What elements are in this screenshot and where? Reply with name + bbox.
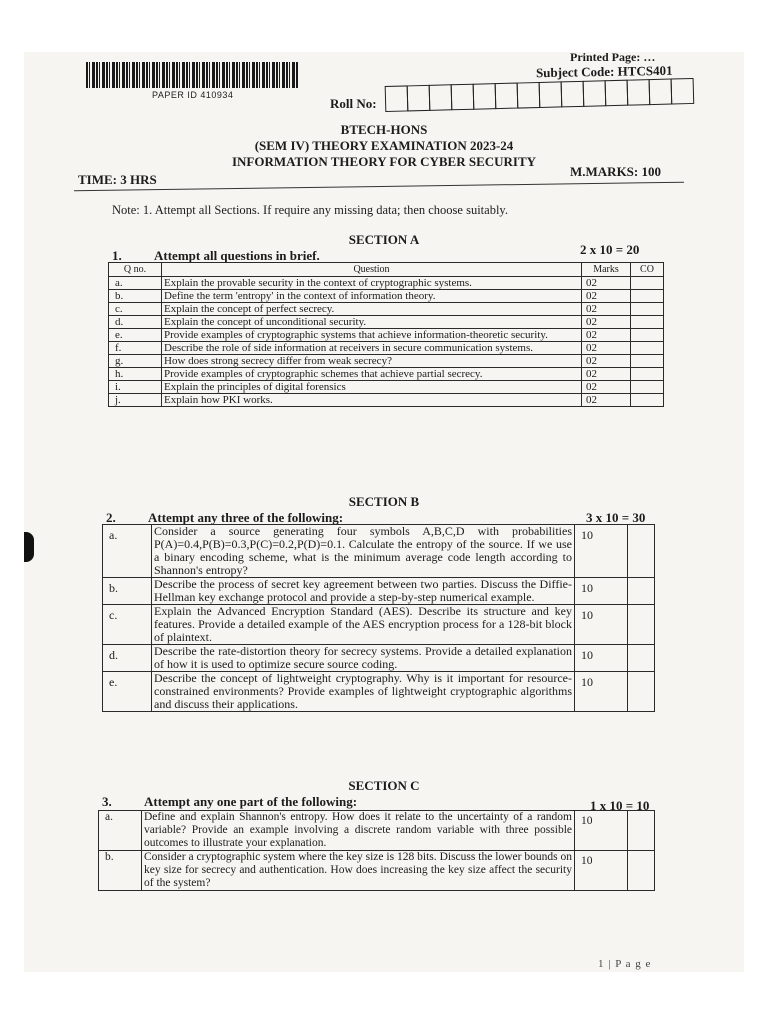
question: How does strong secrecy differ from weak secrecy? [162, 355, 582, 368]
col-qno: Q no. [109, 263, 162, 277]
qno: c. [109, 303, 162, 316]
course-title: INFORMATION THEORY FOR CYBER SECURITY [231, 154, 537, 169]
table-row [103, 605, 655, 645]
co-cell [631, 290, 664, 303]
table-row [109, 290, 664, 303]
section-c-table [98, 810, 655, 891]
header-rule [74, 182, 684, 192]
marks: 02 [582, 277, 631, 290]
page-number: 1 | P a g e [598, 958, 652, 970]
marks: 10 [575, 811, 628, 851]
qno: c. [103, 605, 152, 645]
question: Define the term 'entropy' in the context of information theory. [162, 290, 582, 303]
qno: b. [103, 578, 152, 605]
question: Consider a source generating four symbols A,B,C,D with probabilities P(A)=0.4,P(B)=0.3,P(C)=0.2,P(D)=0.1. Calculate the entropy of the source. If we use a binary encoding scheme, what is the minimum average code length according to Shannon's entropy? [152, 525, 575, 578]
col-question: Question [162, 263, 582, 277]
co-cell [628, 811, 655, 851]
qno: a. [99, 811, 142, 851]
marks: 02 [582, 394, 631, 407]
co-cell [631, 368, 664, 381]
marks: 02 [582, 303, 631, 316]
table-row [109, 342, 664, 355]
question: Describe the role of side information at receivers in secure communication systems. [162, 342, 582, 355]
section-b-instruction: Attempt any three of the following: [148, 510, 344, 525]
qno: a. [103, 525, 152, 578]
marks: 10 [575, 605, 628, 645]
marks: 02 [582, 342, 631, 355]
question: Explain the provable security in the context of cryptographic systems. [162, 277, 582, 290]
marks: 02 [582, 355, 631, 368]
section-a-marks: 2 x 10 = 20 [580, 242, 640, 257]
marks: 02 [582, 381, 631, 394]
table-header-row [109, 263, 664, 277]
co-cell [628, 525, 655, 578]
table-row [109, 368, 664, 381]
table-row [109, 303, 664, 316]
table-row [103, 645, 655, 672]
section-c-instruction: Attempt any one part of the following: [144, 794, 358, 809]
co-cell [631, 355, 664, 368]
exam-paper [24, 52, 744, 972]
table-row [109, 329, 664, 342]
table-row [99, 851, 655, 891]
co-cell [628, 578, 655, 605]
qno: j. [109, 394, 162, 407]
question: Define and explain Shannon's entropy. How does it relate to the uncertainty of a random variable? Provide an example involving a discrete random variable with three possible outcomes to illustrate your explanation. [142, 811, 575, 851]
question: Consider a cryptographic system where the key size is 128 bits. Discuss the lower bounds on key size for secrecy and authentication. How does increasing the key size affect the security of the system? [142, 851, 575, 891]
table-row [103, 525, 655, 578]
qno: d. [103, 645, 152, 672]
table-row [109, 277, 664, 290]
max-marks: M.MARKS: 100 [570, 164, 661, 179]
printed-page: Printed Page: … [570, 52, 656, 64]
question: Explain the principles of digital forensics [162, 381, 582, 394]
co-cell [628, 851, 655, 891]
table-row [103, 578, 655, 605]
table-row [99, 811, 655, 851]
marks: 02 [582, 329, 631, 342]
note: Note: 1. Attempt all Sections. If require any missing data; then choose suitably. [112, 203, 508, 217]
program-title: BTECH-HONS [340, 122, 428, 137]
marks: 10 [575, 525, 628, 578]
question: Describe the process of secret key agreement between two parties. Discuss the Diffie-Hellman key exchange protocol and provide a step-by-step numerical example. [152, 578, 575, 605]
qno: d. [109, 316, 162, 329]
marks: 10 [575, 645, 628, 672]
co-cell [631, 277, 664, 290]
section-b-marks: 3 x 10 = 30 [586, 510, 646, 525]
co-cell [628, 672, 655, 712]
co-cell [631, 316, 664, 329]
qno: g. [109, 355, 162, 368]
qno: f. [109, 342, 162, 355]
section-c-number: 3. [102, 794, 112, 809]
roll-no-label: Roll No: [330, 96, 377, 111]
question: Describe the concept of lightweight cryptography. Why is it important for resource-constrained environments? Provide examples of lightweight cryptographic algorithms and discuss their applications. [152, 672, 575, 712]
qno: e. [103, 672, 152, 712]
table-row [109, 381, 664, 394]
question: Explain the Advanced Encryption Standard (AES). Describe its structure and key features. Provide a detailed example of the AES encryption process for a 128-bit block of plaintext. [152, 605, 575, 645]
paper-id: PAPER ID 410934 [152, 90, 234, 100]
barcode [86, 62, 298, 88]
co-cell [628, 645, 655, 672]
qno: b. [99, 851, 142, 891]
marks: 10 [575, 672, 628, 712]
section-c-marks: 1 x 10 = 10 [590, 798, 650, 813]
co-cell [631, 342, 664, 355]
roll-no-boxes [386, 78, 695, 112]
section-a-number: 1. [112, 248, 122, 263]
table-row [109, 355, 664, 368]
marks: 02 [582, 316, 631, 329]
co-cell [628, 605, 655, 645]
question: Explain the concept of perfect secrecy. [162, 303, 582, 316]
question: Explain the concept of unconditional security. [162, 316, 582, 329]
marks: 10 [575, 578, 628, 605]
section-b-number: 2. [106, 510, 116, 525]
question: Explain how PKI works. [162, 394, 582, 407]
col-marks: Marks [582, 263, 631, 277]
col-co: CO [631, 263, 664, 277]
question: Provide examples of cryptographic schemes that achieve partial secrecy. [162, 368, 582, 381]
qno: b. [109, 290, 162, 303]
table-row [103, 672, 655, 712]
ink-blot [24, 532, 34, 562]
time-label: TIME: 3 HRS [78, 172, 157, 187]
qno: h. [109, 368, 162, 381]
section-a-instruction: Attempt all questions in brief. [154, 248, 320, 263]
section-a-table [108, 262, 664, 407]
section-b-title: SECTION B [348, 494, 420, 509]
subject-code: Subject Code: HTCS401 [535, 62, 673, 81]
co-cell [631, 381, 664, 394]
co-cell [631, 394, 664, 407]
co-cell [631, 303, 664, 316]
section-c-title: SECTION C [348, 778, 420, 793]
table-row [109, 394, 664, 407]
qno: i. [109, 381, 162, 394]
question: Provide examples of cryptographic systems that achieve information-theoretic security. [162, 329, 582, 342]
section-b-table [102, 524, 655, 712]
section-a-title: SECTION A [348, 232, 420, 247]
question: Describe the rate-distortion theory for secrecy systems. Provide a detailed explanation of how it is used to optimize secure source coding. [152, 645, 575, 672]
exam-title: (SEM IV) THEORY EXAMINATION 2023-24 [254, 138, 514, 153]
marks: 10 [575, 851, 628, 891]
co-cell [631, 329, 664, 342]
marks: 02 [582, 290, 631, 303]
qno: a. [109, 277, 162, 290]
marks: 02 [582, 368, 631, 381]
table-row [109, 316, 664, 329]
qno: e. [109, 329, 162, 342]
